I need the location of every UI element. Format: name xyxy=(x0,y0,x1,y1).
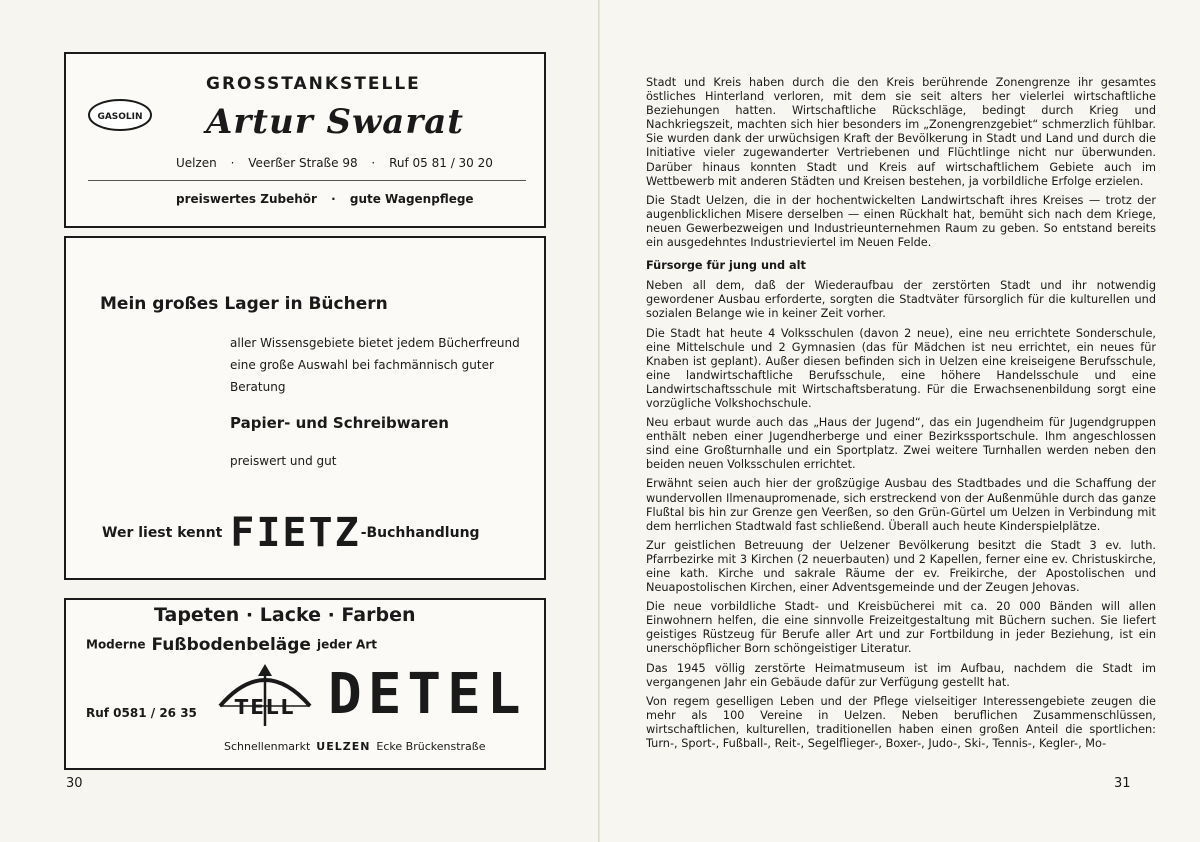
ad-buch-footer-lead: Wer liest kennt xyxy=(102,525,223,541)
footer-part: gute Wagenpflege xyxy=(349,192,474,206)
address-part: Uelzen xyxy=(176,156,217,170)
ad-buch-brand: FIETZ xyxy=(230,510,361,556)
tell-logo-text: TELL xyxy=(234,695,296,719)
ad-detel-line2 xyxy=(86,634,377,655)
article-text xyxy=(646,76,1156,756)
footer-separator: · xyxy=(331,192,336,206)
ad-tankstelle-address xyxy=(176,156,503,170)
address-part: Veerßer Straße 98 xyxy=(248,156,358,170)
address-separator: · xyxy=(371,156,376,170)
paragraph: Neu erbaut wurde auch das „Haus der Jugend“, das ein Jugendheim für Jugendgruppen enthält neben einer Jugendherberge und einer Bezirkssportschule. Ihm angeschlossen sind eine Großturnhalle und ein Sportplatz. Zwei weitere Turnhallen werden neben den beiden neuen Volksschulen errichtet. xyxy=(646,416,1156,472)
ad-detel-address-post: Ecke Brückenstraße xyxy=(376,740,486,753)
paragraph: Die neue vorbildliche Stadt- und Kreisbücherei mit ca. 20 000 Bänden will allen Einwohnern helfen, die eine sinnvolle Freizeitgestaltung mit Büchern suchen. Sie liefert geistiges Rüstzeug für Berufe aller Art und zur Fortbildung in jeder Beziehung, ist ein unerschöpflicher Born schöngeistiger Literatur. xyxy=(646,600,1156,656)
ad-tankstelle-title: GROSSTANKSTELLE xyxy=(206,74,421,94)
address-part: Ruf 05 81 / 30 20 xyxy=(389,156,493,170)
ad-tankstelle-footer xyxy=(176,192,484,206)
ad-detel-address-city: UELZEN xyxy=(316,740,371,753)
ad-tankstelle xyxy=(64,52,546,228)
ad-detel-line2-main: Fußbodenbeläge xyxy=(151,634,311,655)
ad-detel-line2-pre: Moderne xyxy=(86,637,146,652)
ad-detel xyxy=(64,598,546,770)
ad-detel-brand: DETEL xyxy=(328,662,527,727)
ad-buchhandlung xyxy=(64,236,546,580)
paragraph: Die Stadt hat heute 4 Volksschulen (davon 2 neue), eine neu errichtete Sonderschule, eine Mittelschule und 2 Gymnasien (das für Mädchen ist neu errichtet, ein neues für Knaben ist geplant). Außer diesen befinden sich in Uelzen eine kreiseigene Berufsschule, eine landwirtschaftliche Berufsschule, eine höhere Handelsschule und eine Landwirtschaftsschule mit Wirtschaftsberatung. Für die Erwachsenenbildung sorgt eine vorzügliche Volkshochschule. xyxy=(646,326,1156,410)
ad-buch-body: aller Wissensgebiete bietet jedem Bücherfreund eine große Auswahl bei fachmännisch guter Beratung xyxy=(230,336,520,394)
ad-detel-phone: Ruf 0581 / 26 35 xyxy=(86,706,197,720)
ad-buch-subheading: Papier- und Schreibwaren xyxy=(230,414,449,432)
gasolin-logo-text: GASOLIN xyxy=(97,112,143,122)
paragraph: Erwähnt seien auch hier der großzügige Ausbau des Stadtbades und die Schaffung der wundervollen Ilmenaupromenade, sich erstreckend von der Außenmühle durch das ganze Flußtal bis hin zur Grenze gen Veerßen, so den Grün-Gürtel um Uelzen in Verbindung mit dem herrlichen Stadtwald fast schließend. Überall auch heute Kinderspielplätze. xyxy=(646,477,1156,533)
ad-buch-footer-tail: -Buchhandlung xyxy=(360,525,480,541)
footer-part: preiswertes Zubehör xyxy=(176,192,317,206)
section-heading: Fürsorge für jung und alt xyxy=(646,259,806,273)
page-number-left: 30 xyxy=(66,776,83,791)
page-number-right: 31 xyxy=(1114,776,1131,791)
paragraph: Stadt und Kreis haben durch die den Kreis berührende Zonengrenze ihr gesamtes östliches Hinterland verloren, mit dem sie seit alters her vielerlei wirtschaftliche Beziehungen hatten. Wirtschaftliche Rückschläge, bedingt durch Krieg und Nachkriegszeit, machten sich hier besonders im „Zonengrenzgebiet“ schmerzlich fühlbar. Sie wurden dank der urwüchsigen Kraft der Bevölkerung in Stadt und Land und durch die Initiative vieler zugewanderter Vertriebenen und Flüchtlinge nicht nur überwunden. Darüber hinaus konnten Stadt und Kreis auf wirtschaftlichem Gebiete auch im Wettbewerb mit anderen Städten und Kreisen bestehen, ja vorbildliche Erfolge erzielen. xyxy=(646,76,1156,188)
ad-buch-heading: Mein großes Lager in Büchern xyxy=(100,294,388,314)
address-separator: · xyxy=(230,156,235,170)
paragraph: Zur geistlichen Betreuung der Uelzener Bevölkerung besitzt die Stadt 3 ev. luth. Pfarrbezirke mit 3 Kirchen (2 neuerbauten) und 2 Kapellen, ferner eine ev. Christuskirche, eine kath. Kirche und sakrale Räume der ev. Freikirche, der Apostolischen und Neuapostolischen Kirchen, einer Adventsgemeinde und der Zeugen Jehovas. xyxy=(646,538,1156,595)
paragraph: Neben all dem, daß der Wiederaufbau der zerstörten Stadt und ihr notwendig gewordener Ausbau erforderte, sorgten die Stadtväter fürsorglich für die kulturellen und sozialen Belange wie in keiner Zeit vorher. xyxy=(646,279,1156,321)
right-page xyxy=(600,0,1200,842)
ad-buch-subtext: preiswert und gut xyxy=(230,454,337,468)
tell-bow-logo xyxy=(210,660,320,740)
paragraph: Die Stadt Uelzen, die in der hochentwickelten Landwirtschaft ihres Kreises — trotz der augenblicklichen Misere derselben — einen Rückhalt hat, bemüht sich nach dem Kriege, neuen Gewerbezweigen und Industrieunternehmen Raum zu geben. So entstand bereits ein ausgedehntes Industrieviertel im Neuen Felde. xyxy=(646,193,1156,250)
ad-detel-address xyxy=(224,740,485,753)
ad-detel-address-pre: Schnellenmarkt xyxy=(224,740,311,753)
ad-detel-title: Tapeten · Lacke · Farben xyxy=(154,604,416,626)
divider xyxy=(88,180,526,181)
ad-tankstelle-name: Artur Swarat xyxy=(206,102,464,142)
gasolin-logo xyxy=(88,98,152,132)
ad-detel-line2-post: jeder Art xyxy=(316,637,377,652)
paragraph: Das 1945 völlig zerstörte Heimatmuseum ist im Aufbau, nachdem die Stadt im vergangenen Jahr ein Gebäude dafür zur Verfügung gestellt hat. xyxy=(646,661,1156,689)
ad-buch-footer xyxy=(102,510,480,556)
paragraph: Von regem geselligen Leben und der Pflege vielseitiger Interessengebiete zeugen die mehr als 100 Vereine in Uelzen. Neben beruflichen Zusammenschlüssen, wirtschaftlichen, kulturellen, traditionellen haben einen großen Anteil die sportlichen: Turn-, Sport-, Fußball-, Reit-, Segelflieger-, Boxer-, Judo-, Ski-, Tennis-, Kegler-, Mo- xyxy=(646,694,1156,751)
